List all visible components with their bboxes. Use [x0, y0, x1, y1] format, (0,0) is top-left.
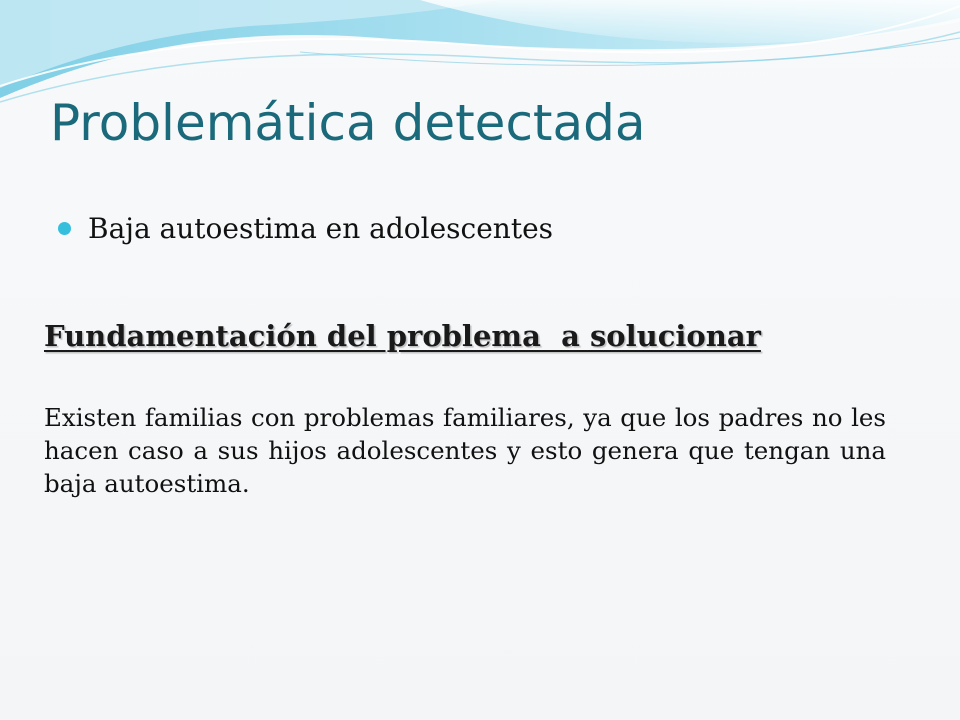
slide-title: Problemática detectada: [50, 94, 646, 152]
section-subheading: Fundamentación del problema a solucionar: [44, 319, 761, 353]
bullet-list: [58, 209, 553, 249]
body-paragraph: Existen familias con problemas familiares, ya que los padres no les hacen caso a sus hijos adolescentes y esto genera que tengan una baja autoestima.: [44, 403, 886, 498]
bullet-dot-icon: [58, 222, 71, 235]
bullet-item: [58, 209, 553, 249]
bullet-text: Baja autoestima en adolescentes: [88, 212, 554, 245]
